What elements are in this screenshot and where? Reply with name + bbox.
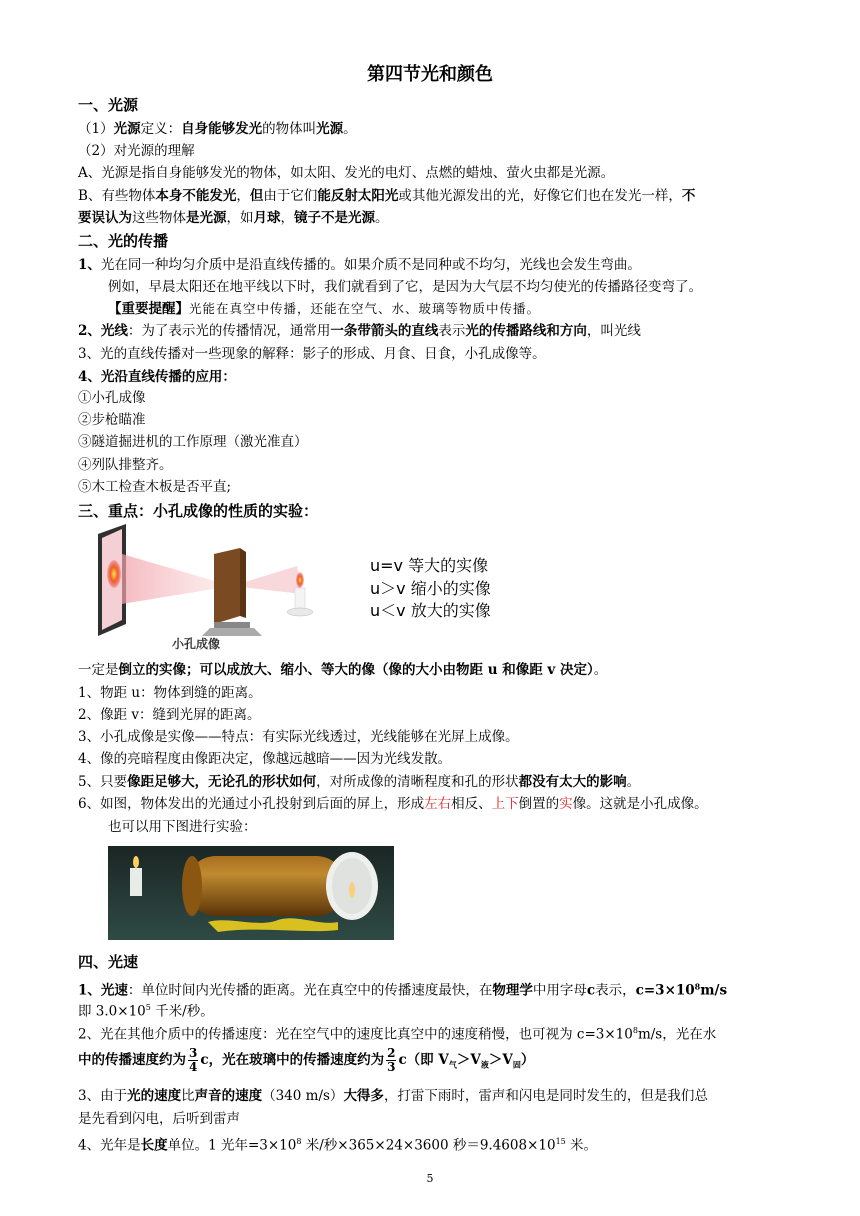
text: 光在同一种均匀介质中是沿直线传播的。如果介质不是同种或不均匀，光线也会发生弯曲。 [100, 257, 641, 273]
denominator: 3 [387, 1060, 396, 1074]
text: 千米/秒。 [150, 1003, 214, 1020]
text: 单位。1 光年=3×10 [167, 1137, 297, 1154]
list-item: ①小孔成像 [78, 390, 146, 406]
text: 光的传播路线和方向 [465, 323, 587, 339]
paragraph-line [78, 208, 389, 228]
text: ：为了表示光的传播情况，通常用 [127, 323, 331, 339]
text: 一定是 [78, 662, 119, 678]
paragraph-line [78, 1021, 716, 1045]
text: 3、由于 [78, 1088, 128, 1104]
text: ，如 [226, 210, 254, 226]
paragraph-line: 是先看到闪电，后听到雷声 [78, 1111, 240, 1127]
paragraph-line: 2、像距 v：缝到光屏的距离。 [78, 707, 261, 723]
text: ，打雷下雨时，雷声和闪电是同时发生的，但是我们总 [383, 1088, 708, 1104]
tube-experiment-photo [108, 846, 394, 940]
text: 这些物体 [132, 210, 186, 226]
section-heading-light-source: 一、光源 [78, 96, 139, 114]
text: （340 m/s） [262, 1088, 344, 1104]
paragraph-line: 3、小孔成像是实像——特点：有实际光线透过，光线能够在光屏上成像。 [78, 729, 519, 745]
fraction-two-thirds [386, 1047, 396, 1074]
text: 光源 [113, 121, 141, 137]
subscript: 固 [512, 1059, 521, 1070]
paragraph-line [78, 1046, 534, 1079]
text: 1、 [78, 257, 101, 273]
text: 物理学 [492, 982, 533, 999]
superscript: 8 [632, 1026, 638, 1035]
paragraph-line [78, 772, 640, 792]
text: 4、光年是 [78, 1137, 141, 1154]
text: 不 [681, 188, 696, 204]
text: 。 [375, 210, 389, 226]
text: 实 [559, 796, 573, 812]
superscript: 8 [296, 1137, 302, 1146]
text: 米。 [565, 1137, 598, 1154]
paragraph-line [78, 998, 214, 1022]
list-item: ④列队排整齐。 [78, 457, 173, 473]
text: ＞V [456, 1052, 481, 1068]
text: c，光在玻璃中的传播速度约为 [200, 1052, 385, 1068]
paragraph-line: 1、物距 u：物体到缝的距离。 [78, 685, 262, 701]
text: 6、如图，物体发出的光通过小孔投射到后面的屏上，形成 [78, 796, 425, 812]
text: 一条带箭头的直线 [330, 323, 439, 339]
text: ：单位时间内光传播的距离。光在真空中的传播速度最快，在 [127, 982, 493, 999]
text: 镜子不是光源 [294, 210, 375, 226]
paragraph-line: 3、光的直线传播对一些现象的解释：影子的形成、月食、日食，小孔成像等。 [78, 346, 546, 362]
superscript: 5 [145, 1003, 151, 1012]
text: 中用字母 [532, 982, 587, 999]
text: 定义： [140, 121, 182, 137]
text: 的物体叫 [262, 121, 317, 137]
paragraph-line: （2）对光源的理解 [78, 143, 195, 159]
text: m/s，光在水 [637, 1026, 717, 1043]
paragraph-line [78, 321, 641, 341]
text: 中的传播速度约为 [78, 1052, 186, 1068]
text: B、有些物体 [78, 188, 156, 204]
text: ＞V [488, 1052, 513, 1068]
paragraph-line [78, 794, 708, 814]
text: 要误认为 [78, 210, 132, 226]
numerator: 2 [387, 1046, 396, 1060]
text: 能反射太阳光 [317, 188, 399, 204]
text: 自身能够发光 [181, 121, 263, 137]
section-heading-light-speed: 四、光速 [78, 953, 139, 971]
fraction-three-quarters [188, 1047, 198, 1074]
text: 倒置的 [518, 796, 560, 812]
numerator: 3 [189, 1046, 198, 1060]
pinhole-imaging-figure [92, 524, 322, 654]
text: 表示， [595, 982, 636, 999]
text: 大得多 [343, 1088, 384, 1104]
text: 像。这就是小孔成像。 [572, 796, 708, 812]
text: 由于它们 [263, 188, 318, 204]
text: 像距足够大，无论孔的形状如何 [127, 774, 317, 790]
uv-rule-larger: u＜v 放大的实像 [370, 601, 491, 620]
text: ，叫光线 [586, 323, 641, 339]
text: ， [236, 188, 250, 204]
paragraph-line: A、光源是指自身能够发光的物体，如太阳、发光的电灯、点燃的蜡烛、萤火虫都是光源。 [78, 165, 615, 181]
text: 比 [181, 1088, 195, 1104]
paragraph-line [78, 255, 641, 275]
denominator: 4 [189, 1060, 198, 1074]
text: 或其他光源发出的光，好像它们也在发光一样， [398, 188, 682, 204]
superscript: 15 [555, 1137, 566, 1146]
text: c [586, 982, 596, 999]
paragraph-line: 例如，早晨太阳还在地平线以下时，我们就看到了它，是因为大气层不均匀使光的传播路径变弯了。 [108, 279, 702, 295]
section-heading-pinhole: 三、重点：小孔成像的性质的实验： [78, 502, 319, 520]
text: 声音的速度 [194, 1088, 263, 1104]
figure-caption: 小孔成像 [172, 637, 221, 651]
text: 光源 [316, 121, 344, 137]
text: 。 [626, 774, 641, 790]
page-number: 5 [426, 1172, 434, 1185]
text: 都没有太大的影响 [518, 774, 627, 790]
paragraph-line [78, 186, 695, 206]
text: 是光源 [186, 210, 227, 226]
text: 。 [343, 121, 357, 137]
text: 月球 [253, 210, 281, 226]
paragraph-line [78, 119, 357, 139]
text: 即 3.0×10 [78, 1003, 146, 1020]
paragraph-line: 4、光沿直线传播的应用： [78, 369, 236, 385]
paragraph-line [78, 1086, 708, 1106]
text: 光能在真空中传播，还能在空气、水、玻璃等物质中传播。 [189, 301, 541, 316]
text: 2、光在其他介质中的传播速度：光在空气中的速度比真空中的速度稍慢，也可视为 c=3×10 [78, 1026, 633, 1043]
text: 上下 [491, 796, 519, 812]
list-item: ③隧道掘进机的工作原理（激光准直） [78, 434, 308, 450]
text: 。 [593, 662, 608, 678]
superscript: 8 [694, 981, 701, 991]
text: 本身不能发光 [155, 188, 237, 204]
text: 表示 [438, 323, 466, 339]
important-reminder [108, 299, 540, 319]
text: 但 [249, 188, 264, 204]
text: （1） [78, 121, 114, 137]
section-heading-propagation: 二、光的传播 [78, 232, 169, 250]
text: 光的速度 [127, 1088, 182, 1104]
page-title: 第四节光和颜色 [367, 64, 493, 85]
text: 2、光线 [78, 323, 128, 339]
text: 1、光速 [78, 982, 128, 999]
text: ） [520, 1052, 535, 1068]
list-item: ⑤木工检查木板是否平直; [78, 479, 232, 495]
text: c=3×10 [635, 982, 695, 999]
text: ， [280, 210, 294, 226]
text: 左右 [424, 796, 452, 812]
text: c（即 V [398, 1052, 449, 1068]
text: ，对所成像的清晰程度和孔的形状 [316, 774, 519, 790]
paragraph-line [78, 976, 727, 1001]
paragraph-line [78, 660, 607, 680]
uv-rule-equal: u=v 等大的实像 [370, 556, 489, 575]
text: 倒立的实像；可以成放大、缩小、等大的像（像的大小由物距 u 和像距 v 决定） [118, 662, 594, 678]
paragraph-line [78, 1132, 597, 1156]
text: 5、只要 [78, 774, 128, 790]
list-item: ②步枪瞄准 [78, 412, 146, 428]
paragraph-line: 4、像的亮暗程度由像距决定，像越远越暗——因为光线发散。 [78, 751, 452, 767]
subscript: 液 [480, 1059, 489, 1070]
text: 【重要提醒】 [108, 301, 189, 317]
text: 米/秒×365×24×3600 秒＝9.4608×10 [301, 1137, 556, 1154]
uv-rule-smaller: u＞v 缩小的实像 [370, 579, 491, 598]
subscript: 气 [448, 1059, 457, 1070]
text: 长度 [140, 1137, 168, 1154]
text: m/s [700, 982, 728, 999]
paragraph-line: 也可以用下图进行实验： [108, 819, 257, 835]
text: 相反、 [451, 796, 492, 812]
